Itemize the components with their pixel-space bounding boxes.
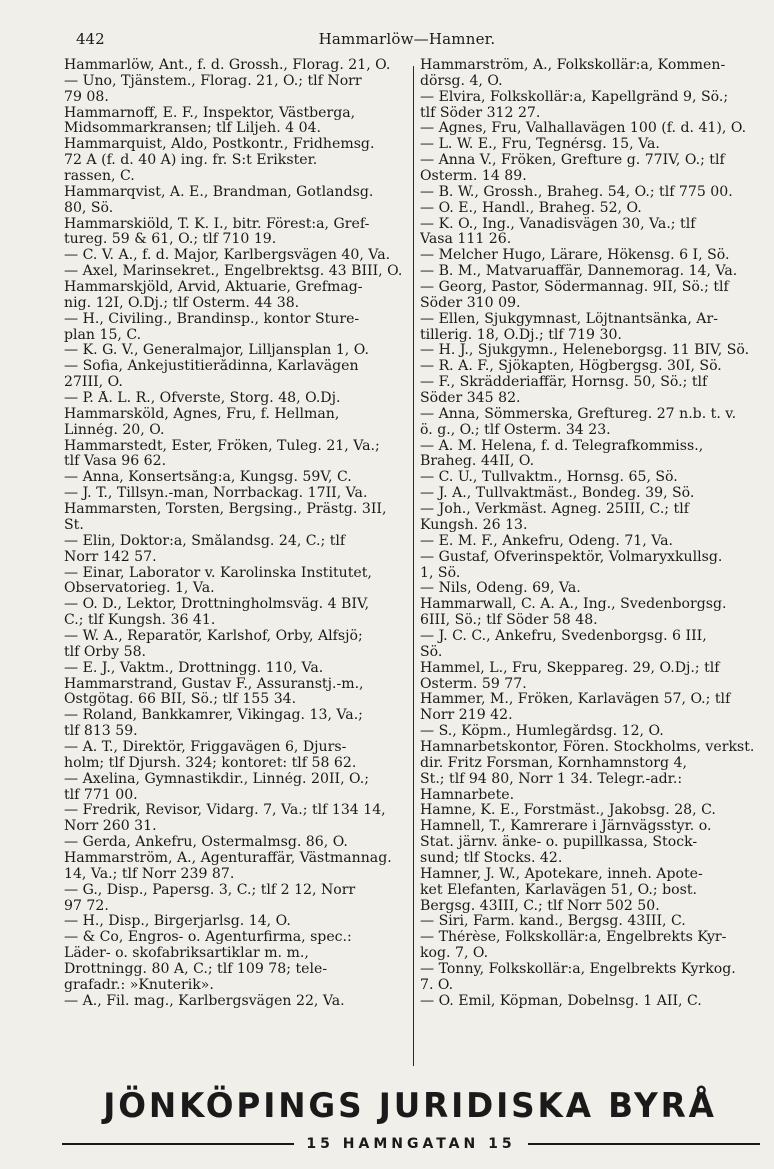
directory-entry-line: Norr 142 57. (64, 549, 157, 565)
directory-entry-line: Hammarskiöld, T. K. I., bitr. Förest:a, Gref- (64, 216, 370, 232)
directory-entry-line: — R. A. F., Sjökapten, Högbergsg. 30I, Sö. (420, 359, 722, 375)
directory-entry-line: Drottningg. 80 A, C.; tlf 109 78; tele- (64, 961, 328, 977)
directory-entry-line: — Nils, Odeng. 69, Va. (420, 581, 581, 597)
directory-entry-line: tlf Örby 58. (64, 644, 147, 660)
directory-entry-line: tillerig. 18, Ö.Dj.; tlf 719 30. (420, 327, 622, 343)
directory-entry-line: holm; tlf Djursh. 324; kontoret: tlf 58 62. (64, 755, 357, 771)
directory-entry-line: tlf Vasa 96 62. (64, 454, 167, 470)
right-rule (528, 1143, 760, 1145)
directory-entry-line: Hammarskjöld, Arvid, Aktuarie, Grefmag- (64, 280, 363, 296)
directory-entry-line: Östgötag. 66 BII, Sö.; tlf 155 34. (64, 692, 297, 708)
directory-entry-line: 80, Sö. (64, 200, 114, 216)
left-column (64, 58, 410, 1066)
directory-entry-line: — O. D., Lektor, Drottningholmsväg. 4 BIV, (64, 597, 370, 613)
directory-entry-line: 7. Ö. (420, 977, 454, 993)
directory-entry-line: — A. T., Direktör, Friggavägen 6, Djurs- (64, 739, 347, 755)
directory-entry-line: 27III, Ö. (64, 375, 123, 391)
directory-entry-line: 1, Sö. (420, 565, 461, 581)
directory-columns (64, 58, 770, 1066)
directory-entry-line: C.; tlf Kungsh. 36 41. (64, 613, 216, 629)
directory-entry-line: — K. G. V., Generalmajor, Lilljansplan 1, Ö. (64, 343, 369, 359)
directory-entry-line: — C. U., Tullvaktm., Hornsg. 65, Sö. (420, 470, 678, 486)
directory-entry-line: Linnég. 20, Ö. (64, 422, 165, 438)
directory-entry-line: Vasa 111 26. (420, 232, 512, 248)
directory-entry-line: Norr 260 31. (64, 819, 157, 835)
directory-entry-line: Midsommarkransen; tlf Liljeh. 4 04. (64, 121, 322, 137)
directory-entry-line: Söder 345 82. (420, 391, 521, 407)
directory-entry-line: Bergsg. 43III, C.; tlf Norr 502 50. (420, 898, 660, 914)
directory-entry-line: — Fredrik, Revisor, Vidarg. 7, Va.; tlf 134 14, (64, 803, 386, 819)
directory-entry-line: Hammarnoff, E. F., Inspektor, Västberga, (64, 105, 356, 121)
directory-entry-line: 6III, Sö.; tlf Söder 58 48. (420, 613, 598, 629)
directory-entry-line: — O. Emil, Köpman, Dobelnsg. 1 AII, C. (420, 993, 702, 1009)
directory-entry-line: Hammel, L., Fru, Skeppareg. 29, Ö.Dj.; tlf (420, 660, 720, 676)
directory-entry-line: — H. J., Sjukgymn., Heleneborgsg. 11 BIV, Sö. (420, 343, 750, 359)
directory-entry-line: Hamne, K. E., Forstmäst., Jakobsg. 28, C. (420, 803, 716, 819)
directory-entry-line: — Ellen, Sjukgymnast, Löjtnantsänka, Ar- (420, 311, 718, 327)
directory-entry-line: — Anna, Konsertsång:a, Kungsg. 59V, C. (64, 470, 352, 486)
advertisement-address-row (62, 1135, 760, 1153)
directory-entry-line: — J. A., Tullvaktmäst., Bondeg. 39, Sö. (420, 486, 695, 502)
directory-entry-line: — J. T., Tillsyn.-man, Norrbackag. 17II, Va. (64, 486, 368, 502)
directory-entry-line: — A., Fil. mag., Karlbergsvägen 22, Va. (64, 993, 345, 1009)
directory-entry-line: Kungsh. 26 13. (420, 517, 528, 533)
directory-entry-line: — A. M. Helena, f. d. Telegrafkommiss., (420, 438, 704, 454)
directory-entry-line: Hammarström, A., Agenturaffär, Västmannag. (64, 850, 392, 866)
directory-entry-line: rassen, C. (64, 169, 135, 185)
directory-entry-line: Hammarqvist, A. E., Brandman, Gotlandsg. (64, 184, 374, 200)
directory-entry-line: plan 15, C. (64, 327, 142, 343)
directory-entry-line: dörsg. 4, Ö. (420, 73, 503, 89)
directory-entry-line: Läder- o. skofabriksartiklar m. m., (64, 946, 309, 962)
directory-entry-line: — B. M., Matvaruaffär, Dannemorag. 14, Va. (420, 264, 738, 280)
directory-entry-line: — Elin, Doktor:a, Smålandsg. 24, C.; tlf (64, 533, 346, 549)
directory-entry-line: St. (64, 517, 84, 533)
directory-entry-line: grafadr.: »Knuterik». (64, 977, 214, 993)
directory-entry-line: — Anna, Sömmerska, Greftureg. 27 n.b. t. v. (420, 406, 737, 422)
directory-entry-line: — Joh., Verkmäst. Agneg. 25III, C.; tlf (420, 502, 689, 518)
directory-entry-line: — Gustaf, Öfverinspektör, Volmaryxkullsg. (420, 549, 723, 565)
directory-entry-line: — Agnes, Fru, Valhallavägen 100 (f. d. 41), Ö. (420, 121, 747, 137)
directory-entry-line: tlf 813 59. (64, 724, 138, 740)
directory-entry-line: — W. A., Reparatör, Karlshof, Örby, Älfsjö; (64, 628, 363, 644)
directory-entry-line: ket Elefanten, Karlavägen 51, Ö.; bost. (420, 882, 697, 898)
page-number: 442 (76, 30, 105, 48)
page-title: Hammarlöw—Hamner. (318, 30, 496, 48)
directory-entry-line: — Axel, Marinsekret., Engelbrektsg. 43 BIII, Ö. (64, 264, 403, 280)
directory-entry-line: tlf 771 00. (64, 787, 138, 803)
directory-entry-line: 72 A (f. d. 40 A) ing. fr. S:t Erikster. (64, 153, 318, 169)
directory-entry-line: Hamnarbetskontor, Fören. Stockholms, verkst. (420, 739, 755, 755)
directory-entry-line: Hammarquist, Aldo, Postkontr., Fridhemsg. (64, 137, 375, 153)
directory-entry-line: Stat. järnv. änke- o. pupillkassa, Stock- (420, 835, 698, 851)
directory-entry-line: — J. C. C., Änkefru, Svedenborgsg. 6 III, (420, 628, 707, 644)
page-header (62, 30, 752, 52)
directory-entry-line: 14, Va.; tlf Norr 239 87. (64, 866, 235, 882)
directory-entry-line: 79 08. (64, 89, 109, 105)
directory-entry-line: Braheg. 44II, Ö. (420, 454, 535, 470)
directory-entry-line: — F., Skrädderiaffär, Hornsg. 50, Sö.; tlf (420, 375, 708, 391)
directory-entry-line: Hamnell, T., Kamrerare i Järnvägsstyr. o. (420, 819, 712, 835)
directory-entry-line: — Uno, Tjänstem., Florag. 21, Ö.; tlf Norr (64, 73, 362, 89)
directory-entry-line: — Axelina, Gymnastikdir., Linnég. 20II, Ö.; (64, 771, 369, 787)
directory-entry-line: — Georg, Pastor, Södermannag. 9II, Sö.; tlf (420, 280, 729, 296)
directory-entry-line: — P. Å. L. R., Öfverste, Storg. 48, Ö.Dj. (64, 391, 341, 407)
directory-entry-line: Hammarsten, Torsten, Bergsing., Prästg. 3II, (64, 502, 387, 518)
directory-entry-line: dir. Fritz Forsman, Kornhamnstorg 4, (420, 755, 687, 771)
directory-entry-line: ö. g., Ö.; tlf Österm. 34 23. (420, 422, 611, 438)
advertisement-title: JÖNKÖPINGS JURIDISKA BYRÅ (103, 1086, 717, 1126)
directory-entry-line: — G., Disp., Papersg. 3, C.; tlf 2 12, Norr (64, 882, 356, 898)
directory-entry-line: Norr 219 42. (420, 708, 513, 724)
directory-entry-line: kog. 7, Ö. (420, 946, 489, 962)
directory-entry-line: — Einar, Laborator v. Karolinska Institutet, (64, 565, 372, 581)
directory-entry-line: — Anna V., Fröken, Grefture g. 77IV, Ö.; tlf (420, 153, 725, 169)
directory-entry-line: Söder 310 09. (420, 295, 521, 311)
directory-entry-line: — L. W. E., Fru, Tegnérsg. 15, Va. (420, 137, 660, 153)
directory-entry-line: tlf Söder 312 27. (420, 105, 541, 121)
directory-entry-line: — H., Disp., Birgerjarlsg. 14, Ö. (64, 914, 291, 930)
directory-entry-line: sund; tlf Stocks. 42. (420, 850, 563, 866)
directory-entry-line: tureg. 59 & 61, Ö.; tlf 710 19. (64, 232, 277, 248)
directory-entry-line: — Roland, Bankkamrer, Vikingag. 13, Va.; (64, 708, 363, 724)
directory-entry-line: Österm. 14 89. (420, 169, 527, 185)
directory-entry-line: — H., Civiling., Brandinsp., kontor Sture- (64, 311, 360, 327)
directory-entry-line: Hammarstrand, Gustav F., Assuranstj.-m., (64, 676, 364, 692)
directory-entry-line: — O. E., Handl., Braheg. 52, Ö. (420, 200, 642, 216)
directory-entry-line: — C. V. A., f. d. Major, Karlbergsvägen 40, Va. (64, 248, 391, 264)
directory-entry-line: — Sofia, Änkejustitierådinna, Karlavägen (64, 359, 359, 375)
directory-entry-line: Hammarwall, C. A. A., Ing., Svedenborgsg. (420, 597, 727, 613)
directory-entry-line: Hammarström, A., Folkskollär:a, Kommen- (420, 58, 726, 73)
directory-entry-line: — Melcher Hugo, Lärare, Hökensg. 6 I, Sö. (420, 248, 730, 264)
directory-entry-line: — Tonny, Folkskollär:a, Engelbrekts Kyrkog. (420, 961, 736, 977)
directory-entry-line: — K. O., Ing., Vanadisvägen 30, Va.; tlf (420, 216, 696, 232)
directory-entry-line: Hamnarbete. (420, 787, 515, 803)
directory-entry-line: nig. 12I, Ö.Dj.; tlf Österm. 44 38. (64, 295, 300, 311)
directory-entry-line: — Siri, Farm. kand., Bergsg. 43III, C. (420, 914, 686, 930)
directory-entry-line: Hammarlöw, Ant., f. d. Grossh., Florag. 21, Ö. (64, 58, 391, 73)
directory-entry-line: 97 72. (64, 898, 109, 914)
directory-entry-line: — Gerda, Änkefru, Östermalmsg. 86, Ö. (64, 835, 348, 851)
directory-entry-line: St.; tlf 94 80, Norr 1 34. Telegr.-adr.: (420, 771, 683, 787)
directory-entry-line: Observatorieg. 1, Va. (64, 581, 215, 597)
directory-entry-line: Hammarstedt, Ester, Fröken, Tuleg. 21, Va.; (64, 438, 380, 454)
directory-entry-line: — Thérèse, Folkskollär:a, Engelbrekts Kyr- (420, 930, 727, 946)
directory-entry-line: Sö. (420, 644, 443, 660)
directory-entry-line: Hamner, J. W., Apotekare, inneh. Apote- (420, 866, 703, 882)
directory-entry-line: — E. M. F., Änkefru, Odeng. 71, Va. (420, 533, 673, 549)
column-divider (413, 66, 414, 1066)
left-rule (62, 1143, 294, 1145)
directory-entry-line: — B. W., Grossh., Braheg. 54, Ö.; tlf 775 00. (420, 184, 733, 200)
advertisement-address: 15 HAMNGATAN 15 (306, 1136, 516, 1152)
right-column (420, 58, 766, 1066)
directory-entry-line: — E. J., Vaktm., Drottningg. 110, Va. (64, 660, 324, 676)
directory-entry-line: Hammarsköld, Agnes, Fru, f. Hellman, (64, 406, 340, 422)
directory-entry-line: Hammer, M., Fröken, Karlavägen 57, Ö.; tlf (420, 692, 731, 708)
directory-entry-line: Österm. 59 77. (420, 676, 527, 692)
directory-entry-line: — & Co, Engros- o. Agenturfirma, spec.: (64, 930, 352, 946)
directory-entry-line: — Elvira, Folkskollär:a, Kapellgränd 9, Sö.; (420, 89, 729, 105)
directory-entry-line: — S., Köpm., Humlegårdsg. 12, Ö. (420, 724, 664, 740)
